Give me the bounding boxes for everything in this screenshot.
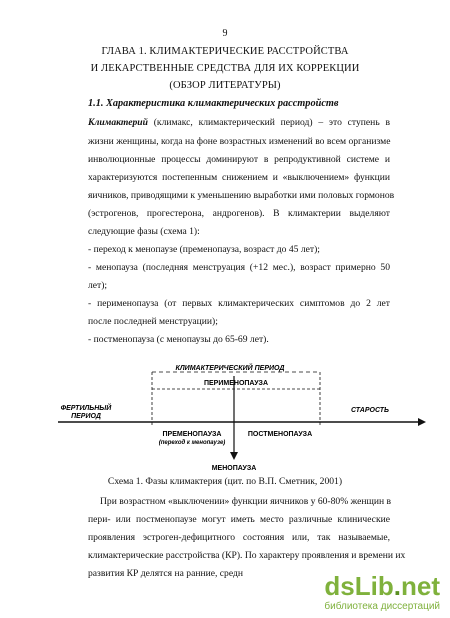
paragraph-line: пери- или постменопаузе могут иметь место различные клинические [88,514,390,525]
list-item-continuation: лет); [88,280,108,291]
list-item-continuation: после последней менструации); [88,316,218,327]
paragraph-line: При возрастном «выключении» функции яичников у 60-80% женщин в [100,496,392,507]
paragraph-line: жизни женщины, когда на фоне возрастных изменений во всем организме [88,136,391,147]
premenopause-label: ПРЕМЕНОПАУЗА [162,431,222,438]
page-number: 9 [222,28,228,39]
chapter-heading-line-2: И ЛЕКАРСТВЕННЫЕ СРЕДСТВА ДЛЯ ИХ КОРРЕКЦИИ [90,63,360,74]
menopause-arrowhead [230,452,238,460]
paragraph-line: (эстрогенов, прогестерона, андрогенов). В климактерии выделяют [88,208,390,219]
diagram-title: КЛИМАКТЕРИЧЕСКИЙ ПЕРИОД [175,365,285,372]
list-item: - постменопауза (с менопаузы до 65-69 лет). [88,334,269,345]
paragraph-line: следующие фазы (схема 1): [88,226,200,237]
postmenopause-label: ПОСТМЕНОПАУЗА [247,431,313,438]
list-item: - перименопауза (от первых климактерических симптомов до 2 лет [88,298,390,309]
premenopause-note: (переход к менопаузе) [158,440,226,446]
section-title: 1.1. Характеристика климактерических расстройств [88,98,339,109]
paragraph-line: яичников, приводящими к уменьшению выработки ими половых гормонов [88,190,395,201]
chapter-heading-line-1: ГЛАВА 1. КЛИМАКТЕРИЧЕСКИЕ РАССТРОЙСТВА [101,46,349,57]
paragraph-line: проявления эстроген-дефицитного состояния или, так называемые, [88,532,390,543]
menopause-label: МЕНОПАУЗА [211,465,257,472]
dslib-logo: dsLib.net [324,571,440,601]
old-age-label: СТАРОСТЬ [351,407,389,414]
paragraph-line [88,117,390,128]
paragraph-line: климактерические расстройства (КР). По характеру проявления и времени их [88,550,406,561]
fertile-period-label-line-2: ПЕРИОД [71,413,101,420]
dslib-watermark [324,573,440,612]
fertile-period-label-line-1: ФЕРТИЛЬНЫЙ [60,405,112,412]
climacteric-phases-diagram [0,352,450,472]
perimenopause-label: ПЕРИМЕНОПАУЗА [203,380,269,387]
paragraph-line: развития КР делятся на ранние, средн [88,568,244,579]
timeline-arrowhead [418,418,426,426]
list-item: - менопауза (последняя менструация (+12 мес.), возраст примерно 50 [88,262,390,273]
list-item: - переход к менопаузе (пременопауза, возраст до 45 лет); [88,244,320,255]
lead-term: Климактерий [88,117,148,128]
paragraph-line: характеризуются постепенным снижением и «выключением» функции [88,172,390,183]
paragraph-line: инволюционные процессы доминируют в репродуктивной системе и [88,154,390,165]
diagram-caption: Схема 1. Фазы климактерия (цит. по В.П. Сметник, 2001) [107,476,343,487]
paragraph-text: (климакс, климактерический период) – это ступень в [147,117,390,128]
dslib-subtitle: библиотека диссертаций [324,601,440,612]
chapter-heading-line-3: (ОБЗОР ЛИТЕРАТУРЫ) [169,80,281,91]
